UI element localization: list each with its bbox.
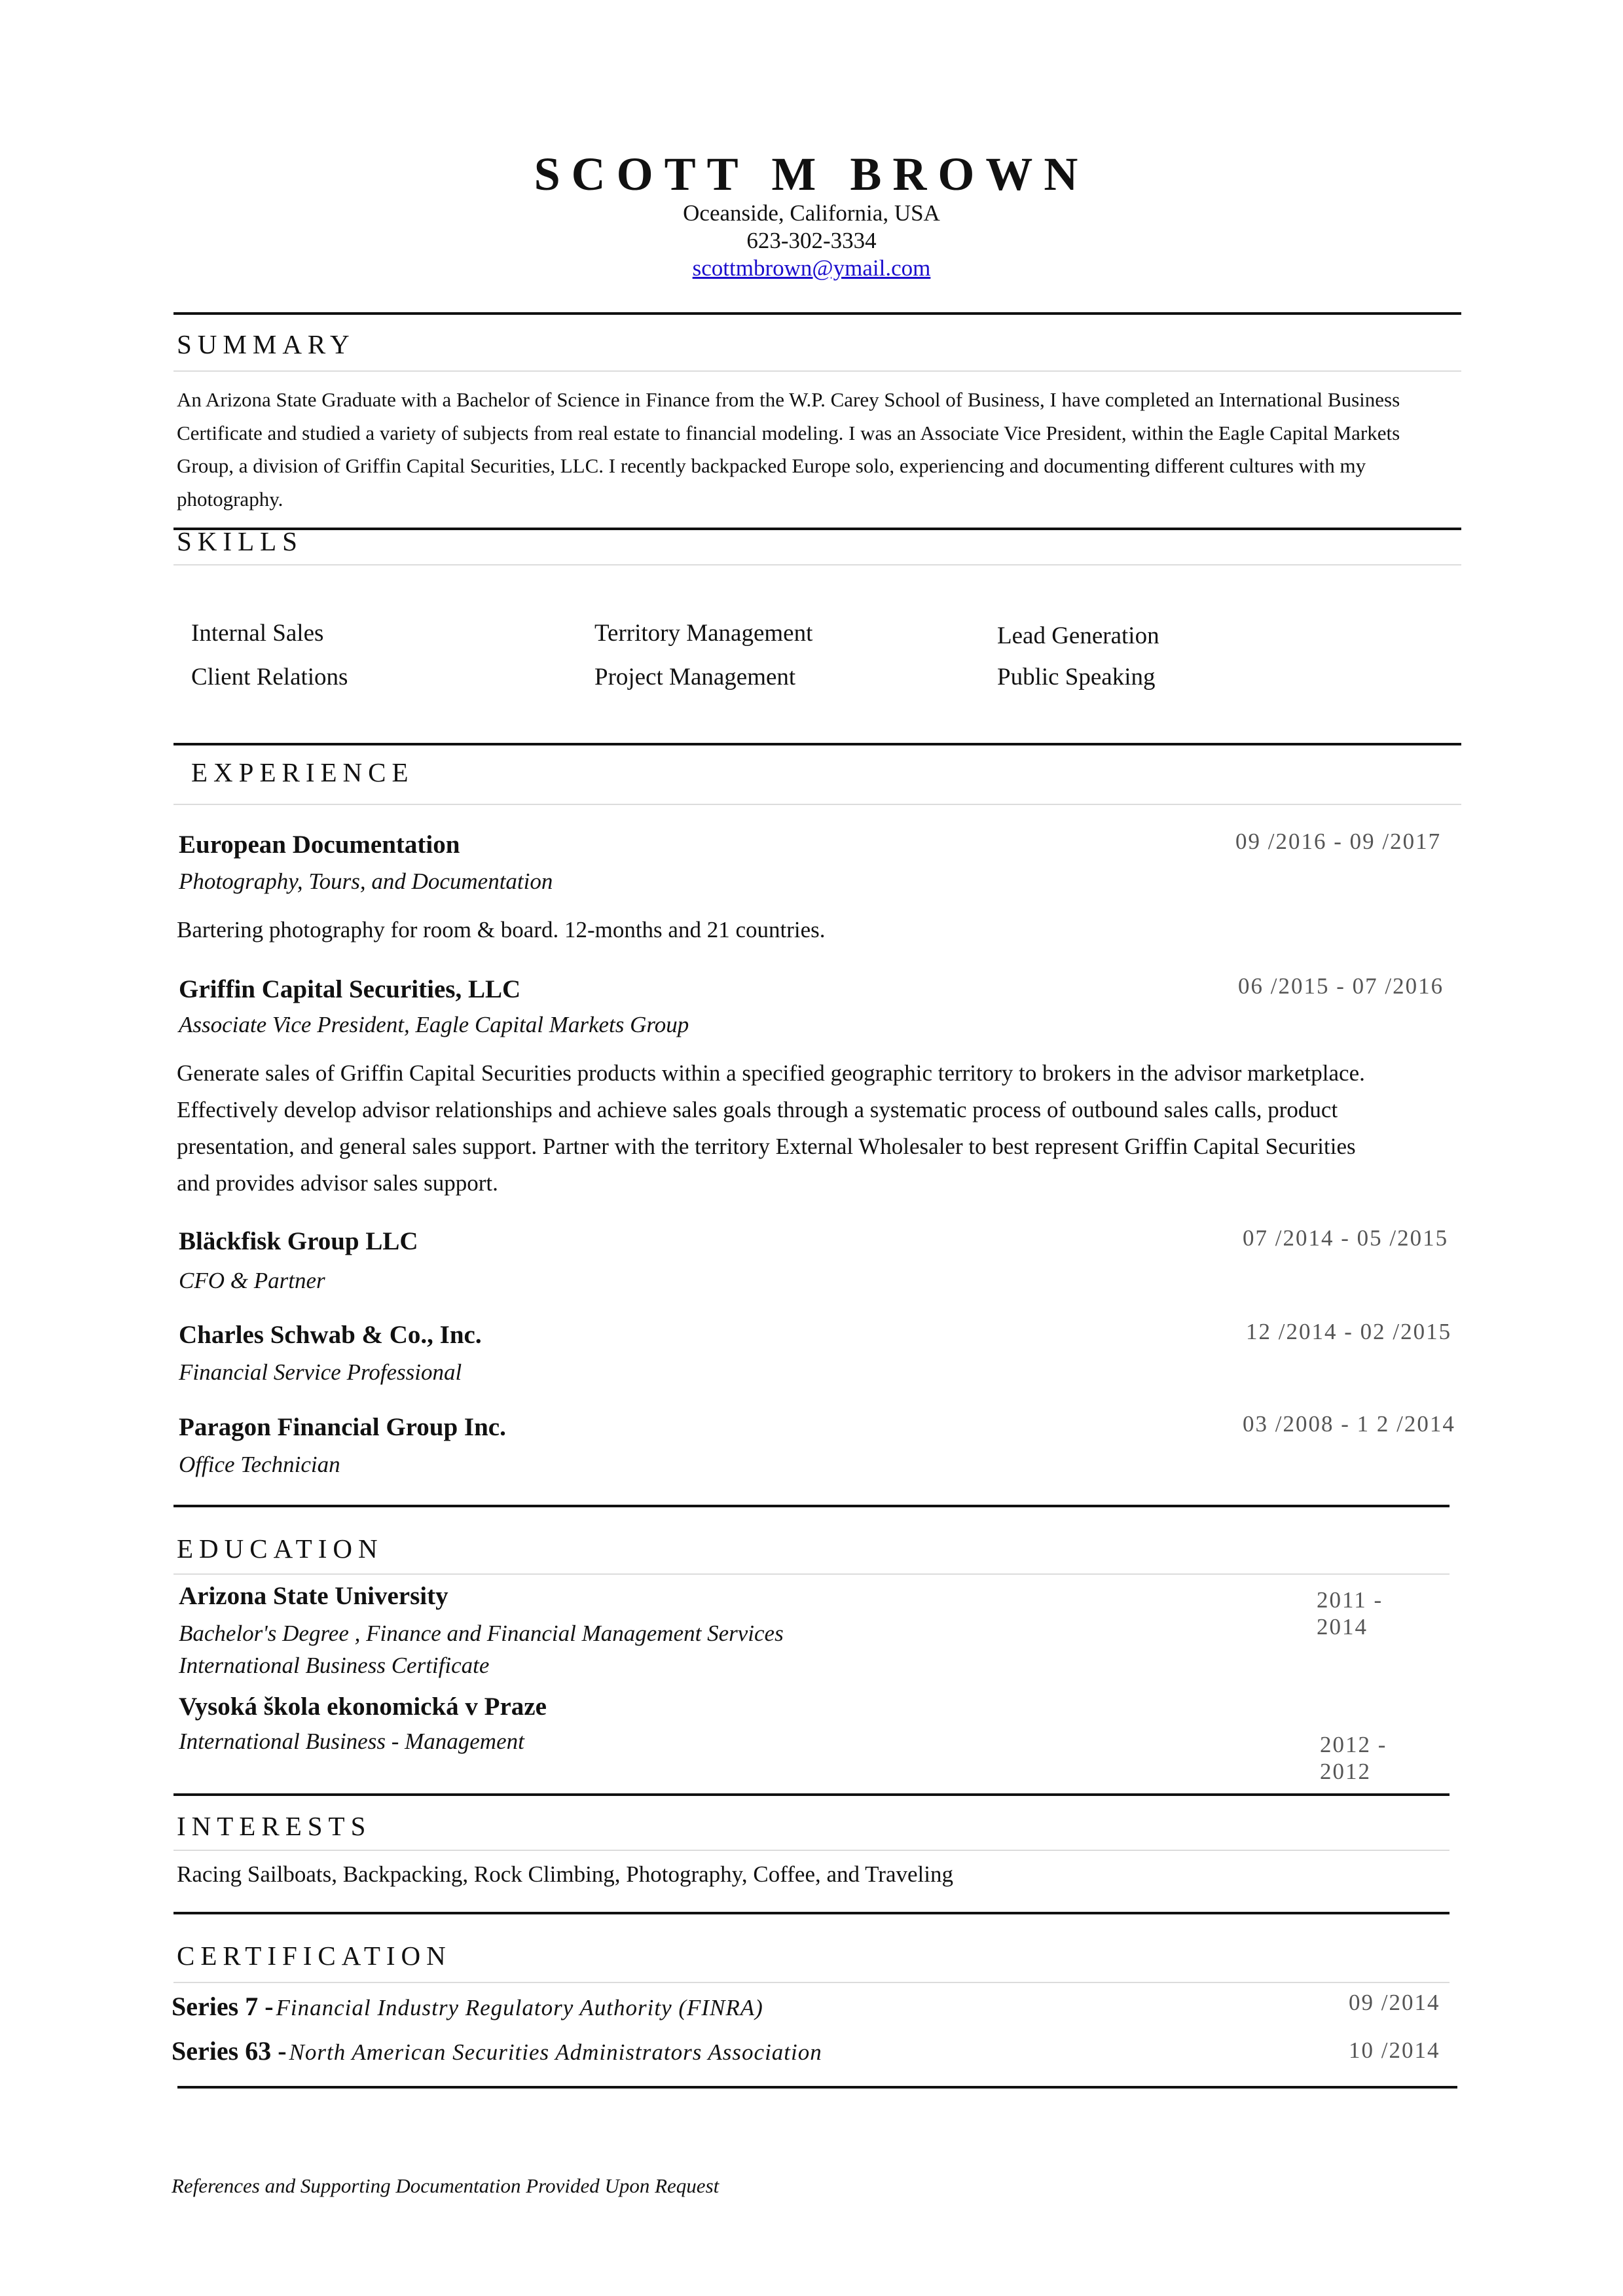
divider (173, 1912, 1450, 1914)
job-description: Generate sales of Griffin Capital Securities products within a specified geographic territory to brokers in the advisor marketplace. Effectively develop advisor relationships and achieve sales goals through a systematic process of outbound sales calls, product presentation, and general sales support. Partner with the territory External Wholesaler to best represent Griffin Capital Securities and provides advisor sales support. (177, 1060, 1365, 1196)
job-dates: 03 /2008 - 1 2 /2014 (1243, 1411, 1455, 1437)
cert-item (172, 1991, 763, 2022)
divider (173, 1505, 1450, 1507)
job-dates: 07 /2014 - 05 /2015 (1243, 1225, 1449, 1251)
school-dates: 2012 - 2012 (1320, 1732, 1387, 1784)
divider (173, 1982, 1450, 1983)
divider (173, 743, 1461, 745)
job-role: Financial Service Professional (179, 1359, 462, 1385)
experience-heading: EXPERIENCE (191, 757, 414, 787)
job-role: CFO & Partner (179, 1268, 325, 1293)
divider (177, 2086, 1457, 2089)
location: Oceanside, California, USA (683, 200, 940, 226)
school-dates: 2011 - 2014 (1317, 1587, 1383, 1640)
job-role: Office Technician (179, 1452, 340, 1477)
skill-item: Public Speaking (997, 664, 1156, 691)
skill-item: Lead Generation (997, 622, 1159, 649)
skills-heading: SKILLS (177, 526, 303, 556)
summary-heading: SUMMARY (177, 329, 356, 359)
skill-item: Project Management (594, 664, 796, 691)
school-degree: International Business - Management (179, 1729, 524, 1754)
job-role: Associate Vice President, Eagle Capital Markets Group (179, 1012, 689, 1037)
job-company: Griffin Capital Securities, LLC (179, 975, 521, 1003)
job-dates: 09 /2016 - 09 /2017 (1235, 829, 1442, 854)
interests-heading: INTERESTS (177, 1811, 372, 1841)
education-heading: EDUCATION (177, 1534, 384, 1564)
skill-item: Client Relations (191, 664, 348, 691)
job-dates: 06 /2015 - 07 /2016 (1238, 973, 1444, 999)
interests-text: Racing Sailboats, Backpacking, Rock Climbing, Photography, Coffee, and Traveling (177, 1861, 953, 1887)
job-company: Paragon Financial Group Inc. (179, 1413, 506, 1441)
cert-date: 09 /2014 (1349, 1990, 1440, 2015)
cert-name: Series 7 - (172, 1992, 274, 2021)
skill-item: Territory Management (594, 620, 813, 647)
divider (173, 528, 1461, 530)
cert-issuer: Financial Industry Regulatory Authority (FINRA) (276, 1995, 763, 2020)
certification-heading: CERTIFICATION (177, 1941, 452, 1971)
job-dates: 12 /2014 - 02 /2015 (1246, 1319, 1452, 1344)
candidate-name: SCOTT M BROWN (534, 148, 1089, 200)
skill-item: Internal Sales (191, 620, 324, 647)
school-name: Arizona State University (179, 1582, 448, 1610)
school-name: Vysoká škola ekonomická v Praze (179, 1693, 547, 1721)
job-company: European Documentation (179, 831, 460, 859)
school-extra: International Business Certificate (179, 1653, 490, 1678)
divider (173, 804, 1461, 805)
phone: 623-302-3334 (746, 228, 877, 253)
divider (173, 1573, 1450, 1575)
footer-note: References and Supporting Documentation Provided Upon Request (172, 2174, 720, 2197)
divider (173, 1850, 1450, 1851)
divider (173, 312, 1461, 315)
divider (173, 1793, 1450, 1796)
cert-item (172, 2036, 822, 2066)
job-company: Charles Schwab & Co., Inc. (179, 1321, 482, 1349)
cert-name: Series 63 - (172, 2036, 287, 2066)
divider (173, 370, 1461, 372)
school-degree: Bachelor's Degree , Finance and Financial Management Services (179, 1621, 784, 1646)
divider (173, 564, 1461, 565)
job-role: Photography, Tours, and Documentation (179, 869, 553, 894)
cert-issuer: North American Securities Administrators Association (289, 2039, 822, 2065)
job-description: Bartering photography for room & board. 12-months and 21 countries. (177, 917, 826, 942)
email-link[interactable]: scottmbrown@ymail.com (692, 255, 931, 281)
summary-text: An Arizona State Graduate with a Bachelor of Science in Finance from the W.P. Carey School of Business, I have completed an International Business Certificate and studied a variety of subjects from real estate to financial modeling. I was an Associate Vice President, within the Eagle Capital Markets Group, a division of Griffin Capital Securities, LLC. I recently backpacked Europe solo, experiencing and documenting different cultures with my photography. (177, 388, 1400, 511)
cert-date: 10 /2014 (1349, 2037, 1440, 2063)
job-company: Bläckfisk Group LLC (179, 1227, 418, 1255)
